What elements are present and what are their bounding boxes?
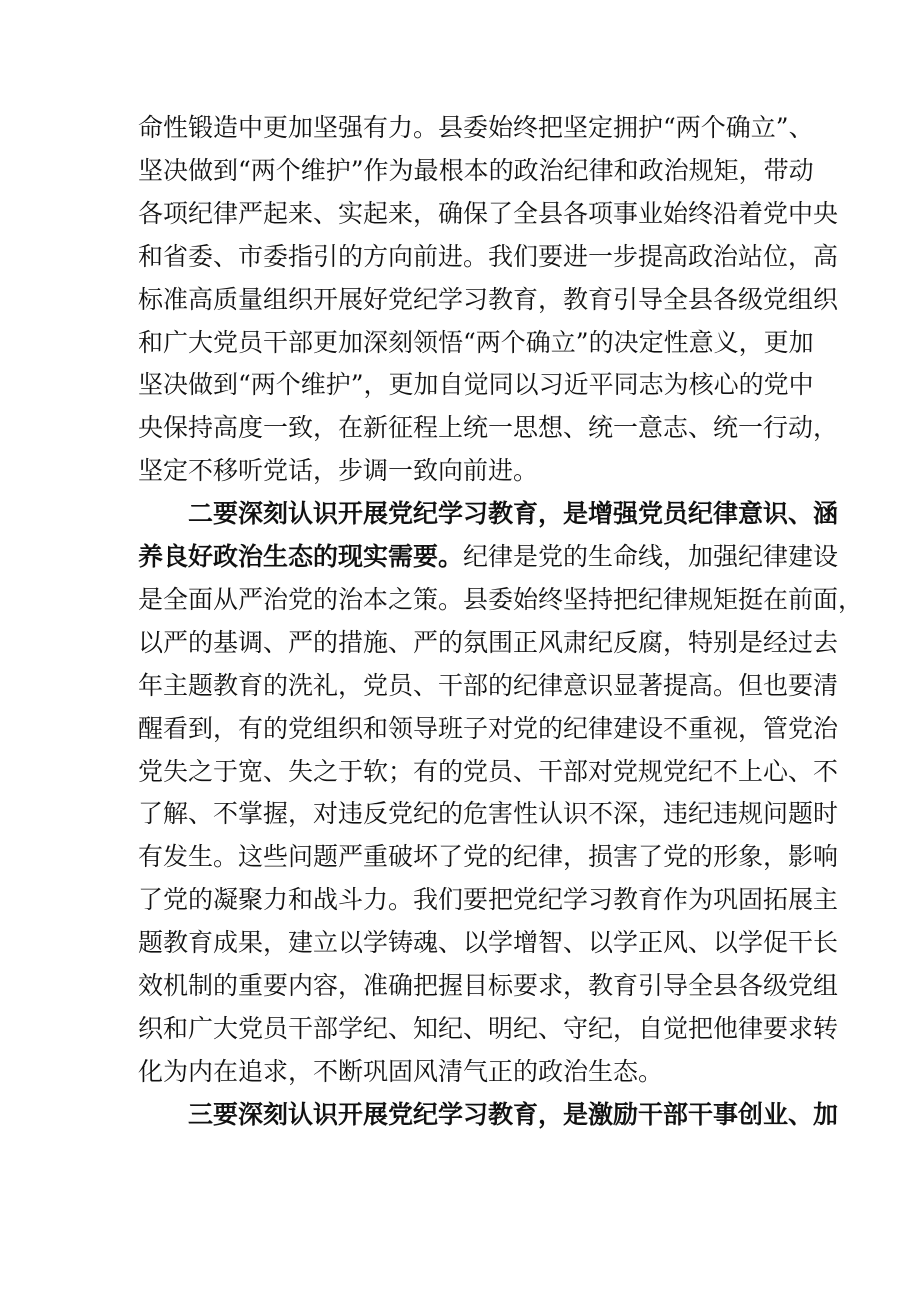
text-line xyxy=(138,837,839,877)
text-line xyxy=(138,1009,839,1049)
text-line xyxy=(138,451,798,491)
text-span: 化为内在追求，不断巩固风清气正的政治生态。 xyxy=(138,1056,664,1086)
text-line xyxy=(138,1095,839,1135)
text-line xyxy=(138,666,839,706)
text-span: 了党的凝聚力和战斗力。我们要把党纪学习教育作为巩固拓展主 xyxy=(138,885,839,915)
text-span: 命性锻造中更加坚强有力。县委始终把坚定拥护“两个确立”、 xyxy=(138,113,814,142)
text-line xyxy=(138,1052,798,1092)
bold-text-span: 三要深刻认识开展党纪学习教育，是激励干部干事创业、加 xyxy=(188,1099,839,1129)
text-line xyxy=(138,709,839,749)
text-span: 坚定不移听党话，步调一致向前进。 xyxy=(138,456,539,486)
text-line xyxy=(138,194,839,234)
text-span: 题教育成果，建立以学铸魂、以学增智、以学正风、以学促干长 xyxy=(138,928,839,958)
text-line xyxy=(138,537,839,577)
text-span: 和省委、市委指引的方向前进。我们要进一步提高政治站位，高 xyxy=(138,241,839,271)
text-line xyxy=(138,151,814,191)
text-line xyxy=(138,880,839,920)
text-span: 是全面从严治党的治本之策。县委始终坚持把纪律规矩挺在前面， xyxy=(138,584,864,614)
text-span: 了解、不掌握，对违反党纪的危害性认识不深，违纪违规问题时 xyxy=(138,799,839,829)
text-line xyxy=(138,752,839,792)
text-span: 纪律是党的生命线，加强纪律建设 xyxy=(463,542,839,571)
text-line xyxy=(138,323,814,363)
text-span: 各项纪律严起来、实起来，确保了全县各项事业始终沿着党中央 xyxy=(138,198,839,228)
text-span: 标准高质量组织开展好党纪学习教育，教育引导全县各级党组织 xyxy=(138,284,839,314)
text-line xyxy=(138,623,839,663)
text-line xyxy=(138,237,839,277)
text-span: 坚决做到“两个维护”，更加自觉同以习近平同志为核心的党中 xyxy=(138,370,814,400)
text-span: 效机制的重要内容，准确把握目标要求，教育引导全县各级党组 xyxy=(138,971,839,1000)
text-span: 有发生。这些问题严重破坏了党的纪律，损害了党的形象，影响 xyxy=(138,842,839,872)
text-span: 和广大党员干部更加深刻领悟“两个确立”的决定性意义，更加 xyxy=(138,327,814,357)
text-line xyxy=(138,794,839,834)
text-line xyxy=(138,280,839,320)
text-line xyxy=(138,365,814,405)
text-line xyxy=(138,494,839,534)
text-line xyxy=(138,923,839,963)
bold-text-span: 二要深刻认识开展党纪学习教育，是增强党员纪律意识、涵 xyxy=(188,499,839,529)
text-span: 央保持高度一致，在新征程上统一思想、统一意志、统一行动， xyxy=(138,413,839,443)
text-span: 年主题教育的洗礼，党员、干部的纪律意识显著提高。但也要清 xyxy=(138,670,839,700)
text-line xyxy=(138,408,839,448)
text-span: 坚决做到“两个维护”作为最根本的政治纪律和政治规矩，带动 xyxy=(138,155,814,185)
text-line xyxy=(138,108,814,148)
text-line xyxy=(138,580,864,620)
text-line xyxy=(138,966,839,1006)
text-span: 党失之于宽、失之于软；有的党员、干部对党规党纪不上心、不 xyxy=(138,756,839,786)
bold-text-span: 养良好政治生态的现实需要。 xyxy=(138,542,464,571)
text-span: 织和广大党员干部学纪、知纪、明纪、守纪，自觉把他律要求转 xyxy=(138,1013,839,1043)
text-span: 以严的基调、严的措施、严的氛围正风肃纪反腐，特别是经过去 xyxy=(138,627,839,657)
text-span: 醒看到，有的党组织和领导班子对党的纪律建设不重视，管党治 xyxy=(138,713,839,743)
